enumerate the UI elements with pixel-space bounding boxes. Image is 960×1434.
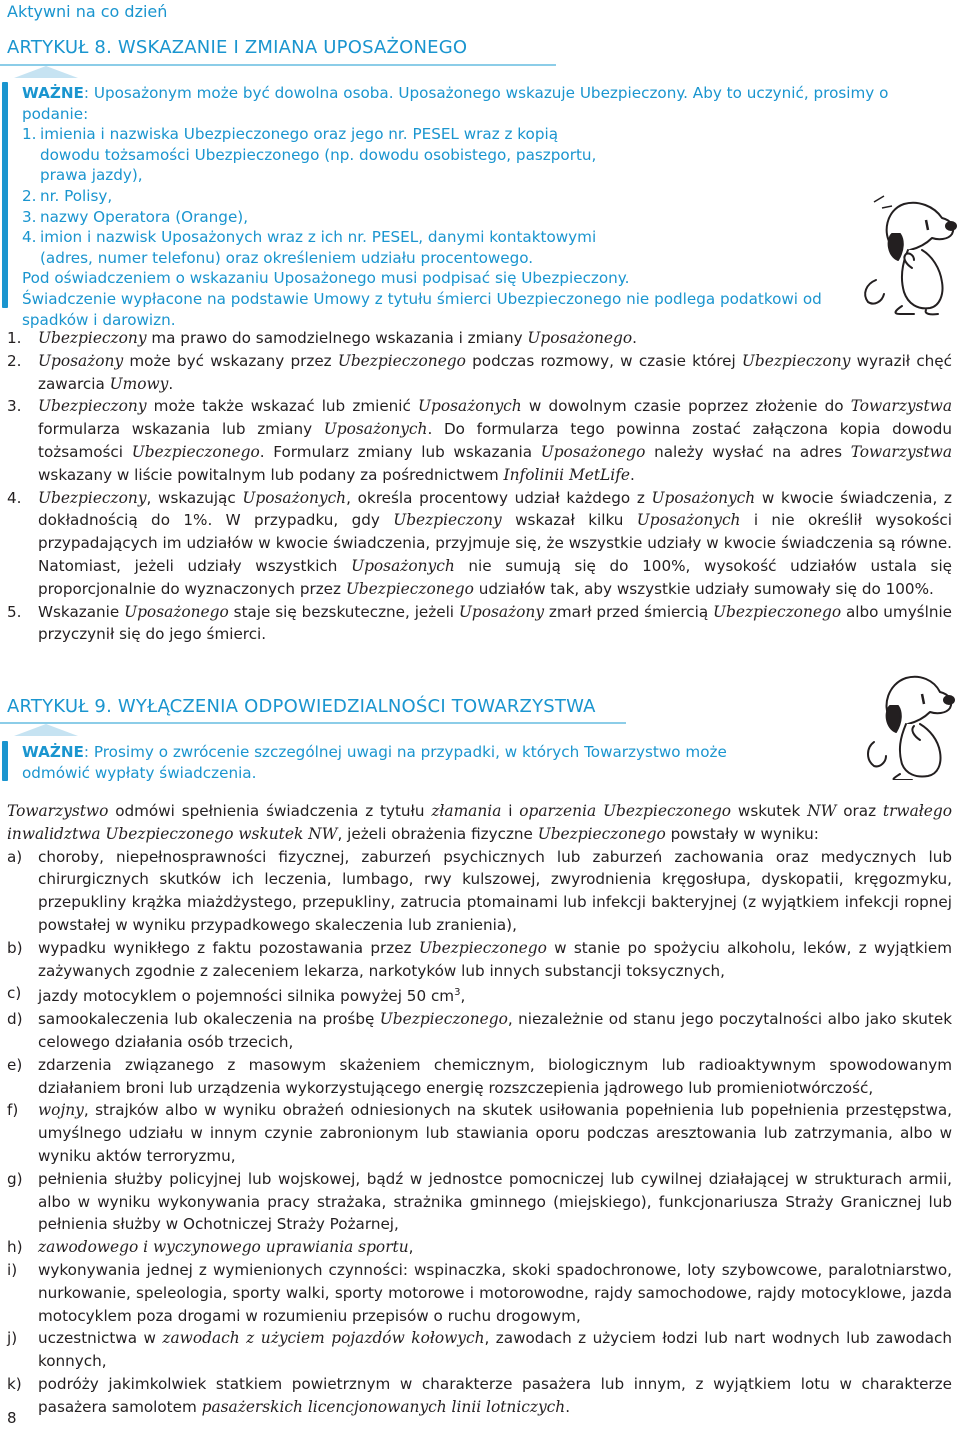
text: zmarł przed śmiercią <box>544 602 714 621</box>
notice-item-number: 2. <box>22 186 37 205</box>
notice-item <box>22 186 914 207</box>
snoopy-thinking-illustration <box>852 194 960 316</box>
text: i <box>501 802 520 820</box>
term: Ubezpieczony <box>38 488 147 507</box>
text: . Formularz zmiany lub wskazania <box>259 442 541 461</box>
article-8-heading: ARTYKUŁ 8. WSKAZANIE I ZMIANA UPOSAŻONEGO <box>7 37 468 58</box>
text: wyraził chęć zawarcia <box>38 351 952 393</box>
notice-intro-text: : Uposażonym może być dowolna osoba. Uposażonego wskazuje Ubezpieczony. Aby to uczynić, prosimy o podanie: <box>22 84 889 123</box>
article-9-intro <box>7 800 952 846</box>
term: Uposażonego <box>527 329 633 347</box>
article-8-notice <box>22 83 914 330</box>
term: wojny <box>38 1101 84 1120</box>
point-3 <box>7 395 952 486</box>
exclusion-item-a <box>7 846 952 937</box>
term: Ubezpieczonego <box>345 579 474 598</box>
point-5 <box>7 601 952 647</box>
snoopy-reading-illustration <box>860 670 958 780</box>
text: może także wskazać lub zmienić <box>146 397 419 416</box>
text: wskazany w liście powitalnym lub podany za pośrednictwem <box>38 465 504 484</box>
item-letter: d) <box>7 1010 23 1029</box>
text: jazdy motocyklem o pojemności silnika powyżej 50 cm <box>38 987 455 1006</box>
text: . <box>168 374 174 393</box>
item-letter: h) <box>7 1238 23 1257</box>
article-9-heading: ARTYKUŁ 9. WYŁĄCZENIA ODPOWIEDZIALNOŚCI TOWARZYSTWA <box>7 696 596 717</box>
notice-item-text: nr. Polisy, <box>40 186 113 205</box>
item-letter: f) <box>7 1101 19 1120</box>
text: ma prawo do samodzielnego wskazania i zmiany <box>146 329 528 347</box>
term: Ubezpieczony <box>38 397 147 416</box>
point-number: 2. <box>7 351 22 370</box>
notice-signature-note: Pod oświadczeniem o wskazaniu Uposażonego musi podpisać się Ubezpieczony. <box>22 269 630 288</box>
text: uczestnictwa w <box>38 1329 163 1348</box>
term: Ubezpieczonego <box>337 351 466 370</box>
notice-item <box>22 124 914 186</box>
text: . Do formularza tego powinna zostać załączona kopia dowodu tożsamości <box>38 420 952 461</box>
text: w kwocie świadczenia, z dokładnością do 1%. W przypadku, gdy <box>38 488 952 530</box>
point-text <box>38 487 952 601</box>
article-8-points <box>7 327 952 646</box>
notice-item-number: 3. <box>22 207 37 226</box>
text: podróży jakimkolwiek statkiem powietrznym w charakterze pasażera lub innym, z wyjątkiem lotu w charakterze pasażera samolotem <box>38 1374 952 1416</box>
term: Towarzystwa <box>850 442 952 461</box>
exclusion-item-j <box>7 1327 952 1373</box>
exclusion-item-b <box>7 937 952 983</box>
text: staje się bezskuteczne, jeżeli <box>228 602 459 621</box>
item-text <box>38 1008 952 1054</box>
term: Towarzystwa <box>850 397 952 416</box>
exclusion-item-k <box>7 1373 952 1419</box>
term: Uposażonych <box>651 488 756 507</box>
text: oraz <box>836 802 883 820</box>
text: albo umyślnie przyczynił się do jego śmierci. <box>38 602 953 644</box>
term: Uposażonych <box>323 420 428 439</box>
notice-item-text: nazwy Operatora (Orange), <box>40 207 249 226</box>
term: Uposażonego <box>540 442 646 461</box>
text: samookaleczenia lub okaleczenia na prośbę <box>38 1010 380 1029</box>
text: , zawodach z użyciem łodzi lub nart wodnych lub zawodach konnych, <box>38 1329 952 1371</box>
term: Uposażonych <box>242 488 347 507</box>
term: zawodach z użyciem pojazdów kołowych <box>162 1329 485 1348</box>
text: , <box>408 1238 414 1257</box>
exclusion-item-h <box>7 1236 952 1259</box>
term: Umowy <box>109 374 169 393</box>
item-text: choroby, niepełnosprawności fizycznej, zaburzeń psychicznych lub zaburzeń zachowania oraz medycznych lub chirurgicznych skutków ich leczenia, lumbago, rwy kulszowej, zwyrodnienia kręgosłupa, dyskopatii, kręgozmyku, przepukliny krążka miażdżystego, przepukliny, zatrucia ptomainami lub infekcji bakteryjnej (z wyjątkiem infekcji ropnej powstałej w wyniku przypadkowego skaleczenia lub zranienia), <box>38 847 952 934</box>
text: . <box>632 329 637 347</box>
page-number: 8 <box>7 1409 17 1427</box>
article-9-tab-marker <box>14 724 78 736</box>
exclusion-item-d <box>7 1008 952 1054</box>
notice-bar <box>2 741 8 781</box>
term: Uposażonego <box>124 602 229 621</box>
exclusion-item-g <box>7 1168 952 1236</box>
item-letter: c) <box>7 984 22 1003</box>
item-text <box>38 982 952 1008</box>
notice-label: WAŻNE <box>22 84 84 102</box>
superscript: 3 <box>454 987 461 999</box>
text: formularza wskazania lub zmiany <box>38 420 324 439</box>
article-8-underline <box>0 64 556 66</box>
notice-item <box>22 207 914 228</box>
text: , <box>460 987 466 1006</box>
term: Infolinii MetLife <box>503 465 630 484</box>
term: Uposażony <box>458 602 545 621</box>
term: Uposażonych <box>351 556 455 575</box>
text: . <box>630 465 635 484</box>
text: udziałów tak, aby wszystkie udziały sumowały się do 100%. <box>473 579 934 598</box>
term: Ubezpieczony <box>38 329 147 347</box>
text: powstały w wyniku: <box>665 824 819 843</box>
exclusion-item-i <box>7 1259 952 1327</box>
item-letter: e) <box>7 1055 23 1074</box>
notice-bar <box>2 82 8 308</box>
text: , niezależnie od stanu jego poczytalności albo jako skutek celowego działania osób trzecich, <box>38 1010 953 1052</box>
item-letter: k) <box>7 1374 22 1393</box>
item-text <box>38 1327 952 1373</box>
point-number: 1. <box>7 329 22 347</box>
text: , strajków albo w wyniku obrażeń odniesionych na skutek usiłowania popełnienia lub popełnienia przestępstwa, umyślnego udziału w innym czynie zabronionym lub stawiania oporu podczas aresztowania lub zatrzymania, albo w wyniku aktów terroryzmu, <box>38 1101 952 1166</box>
term: Ubezpieczonego <box>713 602 842 621</box>
notice-label: WAŻNE <box>22 743 84 761</box>
term: złamania <box>431 802 502 820</box>
exclusion-item-e <box>7 1054 952 1100</box>
text: nie sumują się do 100%, wysokość udziałów ustala się proporcjonalnie do wyznaczonych przez <box>38 556 953 598</box>
notice-item-number: 4. <box>22 228 37 247</box>
term: Ubezpieczonego <box>379 1010 508 1029</box>
point-1 <box>7 327 952 350</box>
notice-item-number: 1. <box>22 125 37 144</box>
term: Towarzystwo <box>7 802 109 820</box>
text: , określa procentowy udział każdego z <box>346 488 652 507</box>
text: wskazał kilku <box>501 511 637 530</box>
term: Ubezpieczonego <box>418 938 547 957</box>
term: NW <box>807 802 837 820</box>
point-number: 4. <box>7 488 22 507</box>
item-text <box>38 1099 952 1167</box>
notice-tax-note: Świadczenie wypłacone na podstawie Umowy z tytułu śmierci Ubezpieczonego nie podlega podatkowi od spadków i darowizn. <box>22 289 822 329</box>
notice-item <box>22 227 914 268</box>
item-text <box>38 1236 952 1259</box>
term: Uposażonych <box>636 511 741 530</box>
term: oparzenia Ubezpieczonego <box>519 802 732 820</box>
term: Ubezpieczonego <box>131 442 260 461</box>
header-title: Aktywni na co dzień <box>7 2 168 21</box>
article-9-notice <box>22 742 792 783</box>
item-text: wykonywania jednej z wymienionych czynności: wspinaczka, skoki spadochronowe, loty szybowcowe, paralotniarstwo, nurkowanie, speleologia, sporty walki, sporty motorowe i motorowodne, rajdy samochodowe, rajdy motocyklowe, jazda motocyklem poza drogami w rozumieniu przepisów o ruchu drogowym, <box>38 1261 952 1325</box>
term: Ubezpieczonego <box>537 824 666 843</box>
notice-item-text: imion i nazwisk Uposażonych wraz z ich nr. PESEL, danymi kontaktowymi (adres, numer telefonu) oraz określeniem udziału procentowego. <box>40 228 597 267</box>
article-9-body <box>7 800 952 1419</box>
text: w dowolnym czasie poprzez złożenie do <box>521 397 851 416</box>
point-text <box>38 395 952 486</box>
text: podczas rozmowy, w czasie której <box>465 351 742 370</box>
term: Uposażony <box>38 351 124 370</box>
article-8-tab-marker <box>14 66 78 78</box>
notice-intro <box>22 83 914 124</box>
term: trwałego inwalidztwa Ubezpieczonego wskutek NW <box>7 802 952 843</box>
notice-text: : Prosimy o zwrócenie szczególnej uwagi na przypadki, w których Towarzystwo może odmówić wypłaty świadczenia. <box>22 743 727 782</box>
term: Uposażonych <box>418 397 522 416</box>
item-text: zdarzenia związanego z masowym skażeniem chemicznym, biologicznym lub radioaktywnym spowodowanym działaniem broni lub urządzenia wykorzystującego energię rozszczepienia jądrowego lub promieniotwórczość, <box>38 1055 952 1097</box>
item-letter: b) <box>7 938 23 957</box>
point-text <box>38 601 952 647</box>
item-letter: g) <box>7 1169 23 1188</box>
text: odmówi spełnienia świadczenia z tytułu <box>108 802 432 820</box>
article-9-underline <box>0 722 626 724</box>
text: w stanie po spożyciu alkoholu, leków, z wyjątkiem zażywanych zgodnie z zaleceniem lekarza, narkotyków lub innych substancji toksycznych, <box>38 938 953 980</box>
text: może być wskazany przez <box>123 351 338 370</box>
text: . <box>565 1397 571 1416</box>
point-number: 3. <box>7 397 22 416</box>
point-4 <box>7 487 952 601</box>
notice-item-text: imienia i nazwiska Ubezpieczonego oraz jego nr. PESEL wraz z kopią dowodu tożsamości Ubezpieczonego (np. dowodu osobistego, paszportu, prawa jazdy), <box>40 125 597 185</box>
text: , wskazując <box>146 488 243 507</box>
point-number: 5. <box>7 602 22 621</box>
item-text <box>38 937 952 983</box>
point-2 <box>7 350 952 396</box>
point-text <box>38 327 952 350</box>
term: Ubezpieczony <box>741 351 851 370</box>
text: i nie określił wysokości przypadających im udziałów w kwocie świadczenia, przyjmuje się, że wszystkie udziały w kwocie świadczenia są równe. Natomiast, jeżeli udziały wszystkich <box>38 511 952 575</box>
term: zawodowego i wyczynowego uprawiania sportu <box>38 1238 409 1257</box>
point-text <box>38 350 952 396</box>
term: pasażerskich licencjonowanych linii lotniczych <box>201 1397 566 1416</box>
item-text: pełnienia służby policyjnej lub wojskowej, bądź w jednostce pomocniczej lub cywilnej działającej w strukturach armii, albo w wyniku wykonywania pracy strażaka, strażnika gminnego (miejskiego), funkcjonariusza Straży Granicznej lub pełnienia służby w Ochotniczej Straży Pożarnej, <box>38 1169 952 1234</box>
text: wskutek <box>731 802 808 820</box>
item-letter: j) <box>7 1329 18 1348</box>
exclusion-item-f <box>7 1099 952 1167</box>
item-letter: a) <box>7 847 23 866</box>
item-letter: i) <box>7 1261 18 1279</box>
exclusion-item-c <box>7 982 952 1008</box>
text: , jeżeli obrażenia fizyczne <box>337 824 538 843</box>
text: wypadku wynikłego z faktu pozostawania przez <box>38 938 419 957</box>
text: należy wysłać na adres <box>645 442 851 461</box>
text: Wskazanie <box>38 602 125 621</box>
item-text <box>38 1373 952 1419</box>
term: Ubezpieczony <box>393 511 502 530</box>
